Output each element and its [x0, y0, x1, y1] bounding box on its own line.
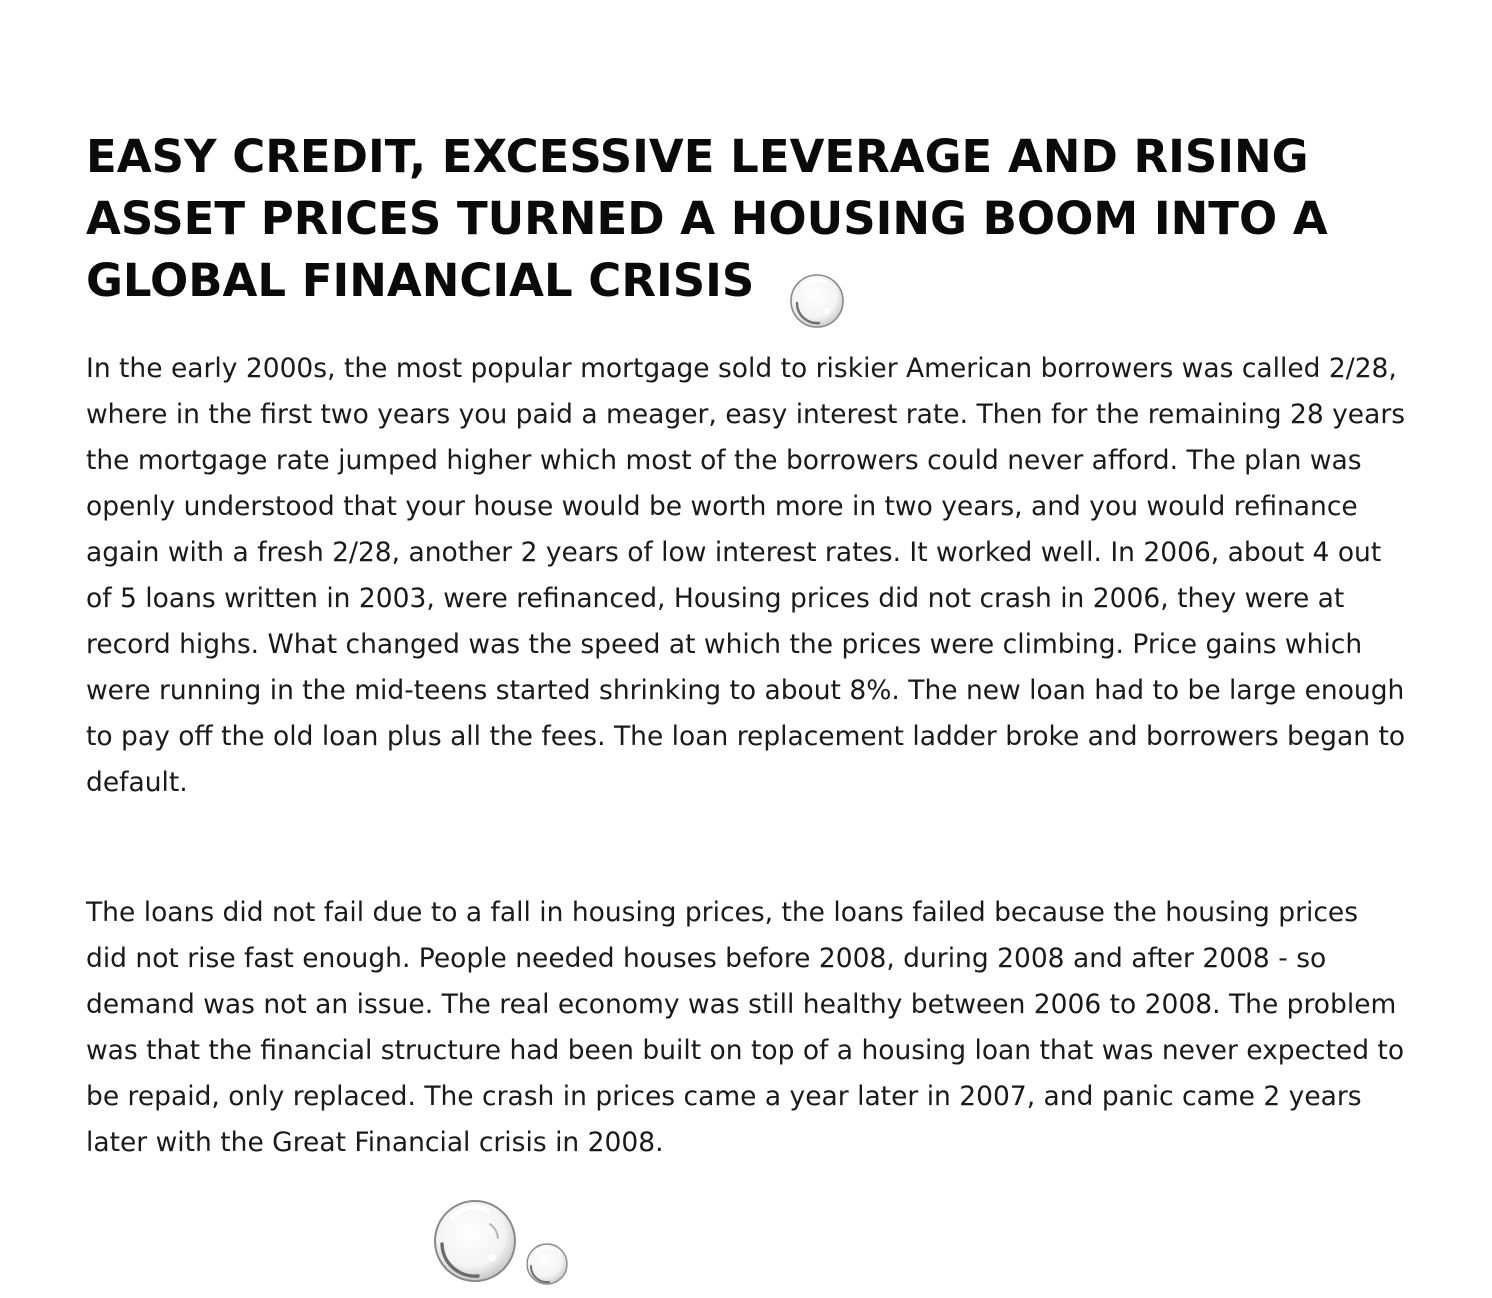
water-droplet-icon	[525, 1242, 569, 1286]
water-droplet-icon	[432, 1198, 518, 1284]
water-droplet-icon	[789, 273, 845, 329]
article-paragraph-1: In the early 2000s, the most popular mortgage sold to riskier American borrowers was called 2/28, where in the first two years you paid a meager, easy interest rate. Then for the remaining 28 years the mortgage rate jumped higher which most of the borrowers could never afford. The plan was openly understood that your house would be worth more in two years, and you would refinance again with a fresh 2/28, another 2 years of low interest rates. It worked well. In 2006, about 4 out of 5 loans written in 2003, were refinanced, Housing prices did not crash in 2006, they were at record highs. What changed was the speed at which the prices were climbing. Price gains which were running in the mid-teens started shrinking to about 8%. The new loan had to be large enough to pay off the old loan plus all the fees. The loan replacement ladder broke and borrowers began to default.	[86, 353, 1406, 798]
article-paragraph-2: The loans did not fail due to a fall in housing prices, the loans failed because the housing prices did not rise fast enough. People needed houses before 2008, during 2008 and after 2008 - so demand was not an issue. The real economy was still healthy between 2006 to 2008. The problem was that the financial structure had been built on top of a housing loan that was never expected to be repaid, only replaced. The crash in prices came a year later in 2007, and panic came 2 years later with the Great Financial crisis in 2008.	[86, 897, 1405, 1158]
article-heading: EASY CREDIT, EXCESSIVE LEVERAGE AND RISING ASSET PRICES TURNED A HOUSING BOOM INTO A GLOBAL FINANCIAL CRISIS	[86, 130, 1328, 307]
